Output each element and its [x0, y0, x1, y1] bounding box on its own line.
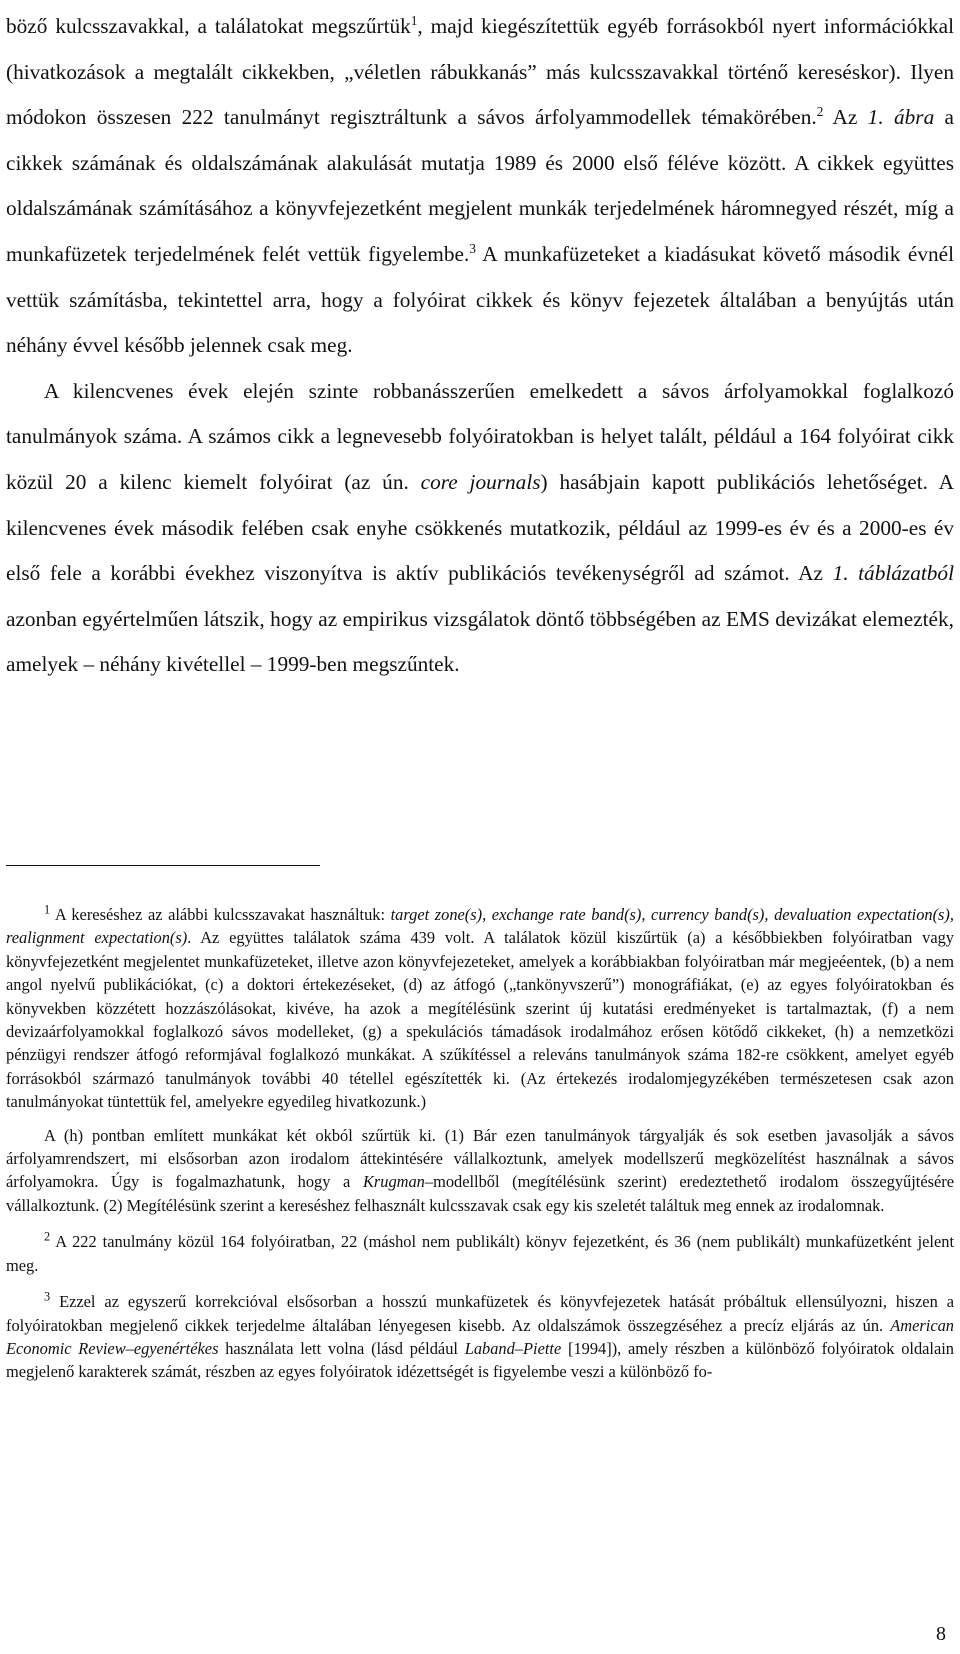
text-run: használata lett volna (lásd például	[218, 1338, 465, 1358]
footnote-number-2: 2	[44, 1229, 51, 1244]
footnote-1-continuation	[6, 1124, 954, 1218]
footnote-3	[6, 1290, 954, 1384]
main-text	[6, 4, 954, 688]
footnote-ref-1[interactable]: 1	[410, 12, 418, 28]
keyword-list: target zone(s), exchange rate band(s), currency band(s), devaluation expectation(s), realignment expectation(s)	[6, 905, 954, 948]
text-run: A kereséshez az alábbi kulcsszavakat használtuk:	[50, 905, 391, 924]
text-run: a cikkek számának és oldalszámának alakulását mutatja 1989 és 2000 első féléve között. A cikkek együttes oldalszámának számításához a könyvfejezetként megjelent munkák terjedelmének háromnegyed részét, míg a munkafüzetek terjedelmének felét vettük figyelembe.	[6, 105, 955, 266]
text-run: Az	[823, 105, 868, 130]
paragraph-2	[6, 369, 954, 688]
text-run: böző kulcsszavakkal, a találatokat megszűrtük	[6, 14, 411, 38]
text-run: A kilencvenes évek elején szinte robbanásszerűen emelkedett a sávos árfolyamokkal foglalkozó tanulmányok száma. A számos cikk a legnevesebb folyóiratokban is helyet talált, például a 164 folyóirat cikk közül 20 a kilenc kiemelt folyóirat (az ún.	[6, 378, 954, 494]
footnote-number-1: 1	[44, 902, 51, 917]
text-run: Ezzel az egyszerű korrekcióval elsősorban a hosszú munkafüzetek és könyvfejezetek hatását próbáltuk ellensúlyozni, hiszen a folyóiratokban megjelenő cikkek terjedelme általában lényegesen kisebb. Az oldalszámok összegzéséhez a precíz eljárás az ún.	[6, 1292, 954, 1335]
laband-piette-citation: Laband–Piette	[464, 1338, 562, 1358]
krugman-name: Krugman	[362, 1172, 425, 1192]
text-run: azonban egyértelműen látszik, hogy az empirikus vizsgálatok döntő többségében az EMS devizákat elemezték, amelyek – néhány kivétellel – 1999-ben megszűntek.	[6, 606, 954, 677]
footnote-ref-2[interactable]: 2	[816, 104, 824, 120]
paragraph-1	[6, 4, 954, 369]
aer-equivalent-term: American Economic Review–egyenértékes	[6, 1315, 954, 1358]
footnote-2	[6, 1230, 954, 1277]
text-run: A munkafüzeteket a kiadásukat követő második évnél vettük számításba, tekintettel arra, hogy a folyóirat cikkek és könyv fejezetek általában a benyújtás után néhány évvel később jelennek csak meg.	[6, 241, 954, 358]
text-run: , majd kiegészítettük egyéb forrásokból nyert információkkal (hivatkozások a megtalált cikkekben, „véletlen rábukkanás” más kulcsszavakkal történő kereséskor). Ilyen módokon összesen 222 tanulmányt regisztráltunk a sávos árfolyammodellek témakörében.	[6, 14, 954, 130]
footnote-ref-3[interactable]: 3	[469, 240, 476, 256]
footnotes	[6, 903, 954, 1397]
footnote-separator	[6, 865, 320, 866]
text-run: [1994]), amely részben a különböző folyóiratok oldalain megjelenő karakterek számát, részben az egyes folyóiratok idézettségét is figyelembe veszi a különböző fo-	[6, 1338, 955, 1382]
table-reference: 1. táblázatból	[832, 561, 954, 586]
core-journals-term: core journals	[420, 469, 541, 494]
text-run: –modellből (megítélésünk szerint) eredeztethető irodalom összegyűjtésére vállalkoztunk. (2) Megítélésünk szerint a kereséshez felhasznált kulcsszavak csak egy kis szeletét találtuk meg ennek az irodalomnak.	[6, 1172, 954, 1215]
footnote-1	[6, 903, 954, 1114]
text-run: ) hasábjain kapott publikációs lehetőséget. A kilencvenes évek második felében csak enyhe csökkenés mutatkozik, például az 1999-es év és a 2000-es év első fele a korábbi évekhez viszonyítva is aktív publikációs tevékenységről ad számot. Az	[6, 469, 954, 586]
text-run: A 222 tanulmány közül 164 folyóiratban, 22 (máshol nem publikált) könyv fejezetként, és 36 (nem publikált) munkafüzetként jelent meg.	[6, 1232, 954, 1275]
text-run: A (h) pontban említett munkákat két okból szűrtük ki. (1) Bár ezen tanulmányok tárgyalják és sok esetben javasolják a sávos árfolyamrendszert, mi elsősorban azon irodalom áttekintésére vállalkoztunk, amelyek modellszerű megközelítést használnak a sávos árfolyamokra. Úgy is fogalmazhatunk, hogy a	[6, 1125, 954, 1192]
footnote-number-3: 3	[44, 1289, 51, 1304]
figure-reference: 1. ábra	[867, 105, 935, 130]
page-number: 8	[936, 1623, 946, 1645]
text-run: . Az együttes találatok száma 439 volt. A találatok közül kiszűrtük (a) a későbbiekben folyóiratban vagy könyvfejezetként megjelentet munkafüzeteket, illetve azon könyvfejezeteket, amelyek a korábbiakban folyóiratban már megjeéentek, (b) a nem angol nyelvű publikációkat, (c) a doktori értekezéseket, (d) az átfogó („tankönyvszerű”) monográfiákat, (e) az egyes folyóiratokban és könyvekben közzétett hozzászólásokat, kivéve, ha azok a megítélésünk szerint új kutatási eredményeket is tartalmaztak, (f) a nem devizaárfolyamokkal foglalkozó sávos modelleket, (g) a spekulációs támadások irodalmához erősen kötődő cikkeket, (h) a nemzetközi pénzügyi rendszer átfogó reformjával foglalkozó munkákat. A szűkítéssel a releváns tanulmányok száma 182-re csökkent, amelyet egyéb forrásokból származó tanulmányok további 40 tétellel egészítették ki. (Az értekezés irodalomjegyzékében természetesen csak azon tanulmányokat tüntettük fel, amelyekre egyedileg hivatkozunk.)	[6, 928, 954, 1112]
